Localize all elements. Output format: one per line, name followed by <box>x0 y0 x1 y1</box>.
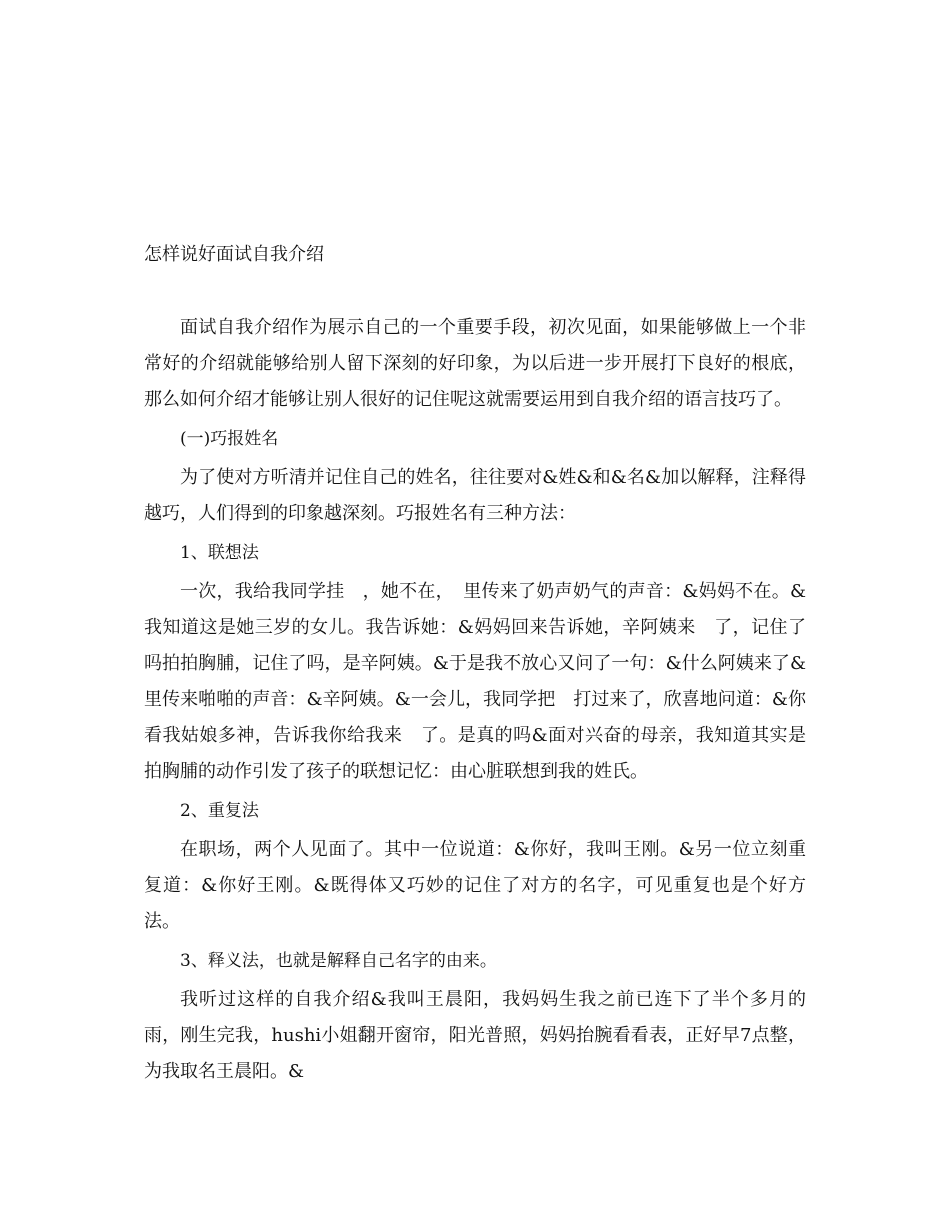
document-title: 怎样说好面试自我介绍 <box>144 244 324 265</box>
document-body <box>144 310 824 1093</box>
paragraph-name-methods: 为了使对方听清并记住自己的姓名，往往要对&姓&和&名&加以解释，注释得越巧，人们得到的印象越深刻。巧报姓名有三种方法： <box>144 467 806 524</box>
method-heading-association: 1、联想法 <box>180 543 259 563</box>
method-heading-interpretation: 3、释义法，也就是解释自己名字的由来。 <box>180 951 497 971</box>
paragraph-repetition-story: 在职场，两个人见面了。其中一位说道：&你好，我叫王刚。&另一位立刻重复道：&你好王刚。&既得体又巧妙的记住了对方的名字，可见重复也是个好方法。 <box>144 839 806 932</box>
paragraph-association-story: 一次，我给我同学挂 ，她不在， 里传来了奶声奶气的声音：&妈妈不在。&我知道这是她三岁的女儿。我告诉她：&妈妈回来告诉她，辛阿姨来 了，记住了吗拍拍胸脯，记住了吗，是辛阿姨。&于是我不放心又问了一句：&什么阿姨来了& 里传来啪啪的声音：&辛阿姨。&一会儿，我同学把 打过来了，欣喜地问道：&你看我姑娘多神，告诉我你给我来 了。是真的吗&面对兴奋的母亲，我知道其实是拍胸脯的动作引发了孩子的联想记忆：由心脏联想到我的姓氏。 <box>144 581 824 782</box>
method-heading-repetition: 2、重复法 <box>180 801 259 821</box>
section-heading-name: (一)巧报姓名 <box>180 429 279 449</box>
paragraph-interpretation-story: 我听过这样的自我介绍&我叫王晨阳，我妈妈生我之前已连下了半个多月的雨，刚生完我，hushi小姐翻开窗帘，阳光普照，妈妈抬腕看看表，正好早7点整，为我取名王晨阳。& <box>144 989 806 1082</box>
paragraph-intro: 面试自我介绍作为展示自己的一个重要手段，初次见面，如果能够做上一个非常好的介绍就能够给别人留下深刻的好印象，为以后进一步开展打下良好的根底，那么如何介绍才能够让别人很好的记住呢这就需要运用到自我介绍的语言技巧了。 <box>144 317 806 410</box>
